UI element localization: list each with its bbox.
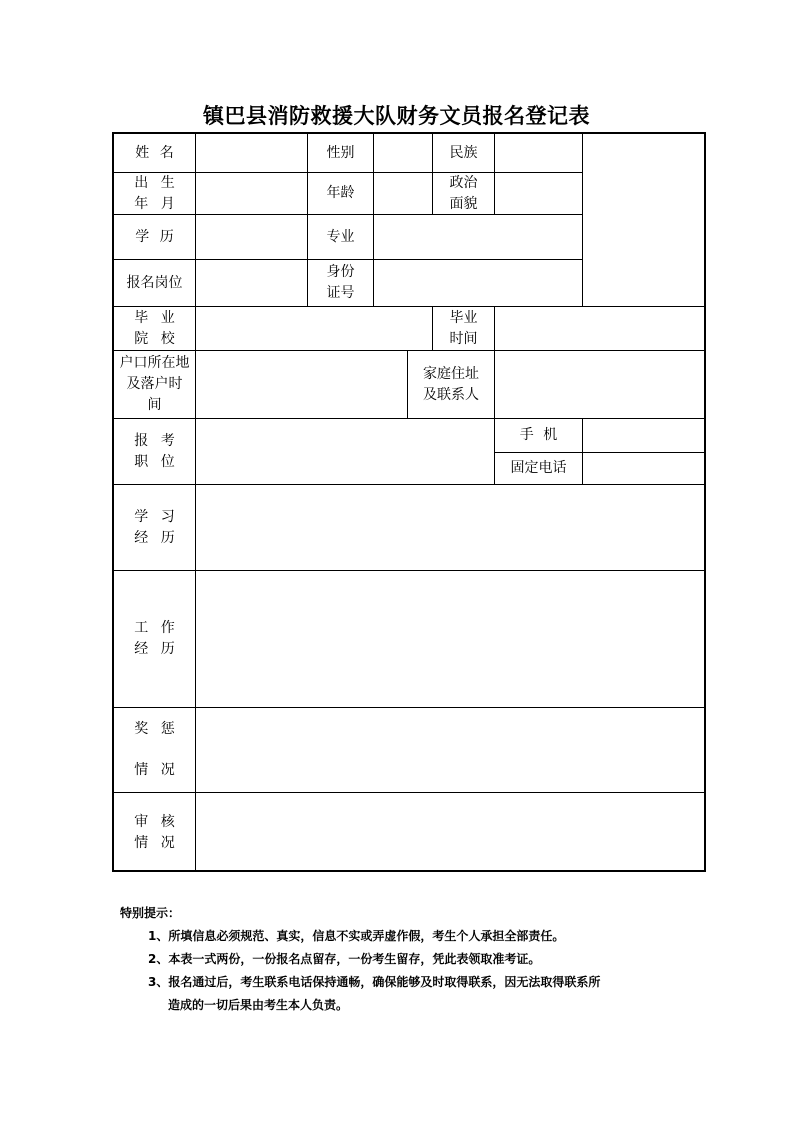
graduate-school-input-cell[interactable] [196, 307, 432, 350]
form-title: 镇巴县消防救援大队财务文员报名登记表 [203, 103, 590, 128]
label-position-applied: 报名岗位 [126, 274, 183, 291]
registration-form-table [112, 132, 706, 872]
household-registration-input-cell[interactable] [196, 351, 407, 418]
id-number-input-cell[interactable] [374, 260, 582, 306]
photo-cell[interactable] [583, 134, 706, 306]
label-household-registration: 户口所在地 及落户时 间 [119, 355, 190, 413]
gender-input-cell[interactable] [374, 134, 432, 172]
label-gender: 性别 [326, 144, 355, 161]
label-landline: 固定电话 [510, 460, 567, 476]
mobile-input-cell[interactable] [583, 419, 706, 452]
label-home-address: 家庭住址 及联系人 [423, 365, 479, 403]
exam-position-input-cell[interactable] [196, 419, 494, 484]
ethnicity-input-cell[interactable] [495, 134, 582, 172]
age-input-cell[interactable] [374, 173, 432, 214]
name-input-cell[interactable] [196, 134, 307, 172]
education-input-cell[interactable] [196, 215, 307, 259]
label-rewards-punishments: 奖 惩 情 况 [134, 721, 175, 778]
label-id-number: 身份 证号 [326, 264, 355, 301]
label-ethnicity: 民族 [449, 144, 478, 161]
note-item-2: 2、本表一式两份，一份报名点留存，一份考生留存，凭此表领取准考证。 [148, 952, 541, 966]
position-applied-input-cell[interactable] [196, 260, 307, 306]
major-input-cell[interactable] [374, 215, 582, 259]
rewards-punishments-input-cell[interactable] [196, 708, 706, 792]
political-status-input-cell[interactable] [495, 173, 582, 214]
home-address-input-cell[interactable] [495, 351, 706, 418]
label-name: 姓 名 [135, 144, 174, 161]
label-mobile: 手 机 [519, 427, 558, 443]
landline-input-cell[interactable] [583, 453, 706, 484]
label-birth-date: 出 生 年 月 [134, 174, 175, 212]
label-graduate-school: 毕 业 院 校 [134, 309, 175, 347]
label-age: 年龄 [326, 185, 355, 201]
label-graduate-time: 毕业 时间 [449, 309, 478, 347]
label-work-history: 工 作 经 历 [134, 620, 175, 657]
label-education: 学 历 [135, 228, 174, 245]
review-status-input-cell[interactable] [196, 793, 706, 872]
note-item-3-continued: 造成的一切后果由考生本人负责。 [168, 998, 349, 1012]
label-study-history: 学 习 经 历 [134, 508, 175, 546]
study-history-input-cell[interactable] [196, 485, 706, 570]
birth-date-input-cell[interactable] [196, 173, 307, 214]
graduate-time-input-cell[interactable] [495, 307, 706, 350]
label-exam-position: 报 考 职 位 [134, 432, 175, 470]
note-item-1: 1、所填信息必须规范、真实，信息不实或弄虚作假，考生个人承担全部责任。 [148, 929, 565, 943]
label-review-status: 审 核 情 况 [134, 813, 175, 851]
label-major: 专业 [326, 228, 355, 245]
label-political-status: 政治 面貌 [449, 174, 478, 212]
note-item-3: 3、报名通过后，考生联系电话保持通畅，确保能够及时取得联系，因无法取得联系所 [148, 975, 601, 989]
special-notes [120, 902, 720, 1017]
notes-header: 特别提示： [120, 906, 181, 920]
work-history-input-cell[interactable] [196, 571, 706, 707]
